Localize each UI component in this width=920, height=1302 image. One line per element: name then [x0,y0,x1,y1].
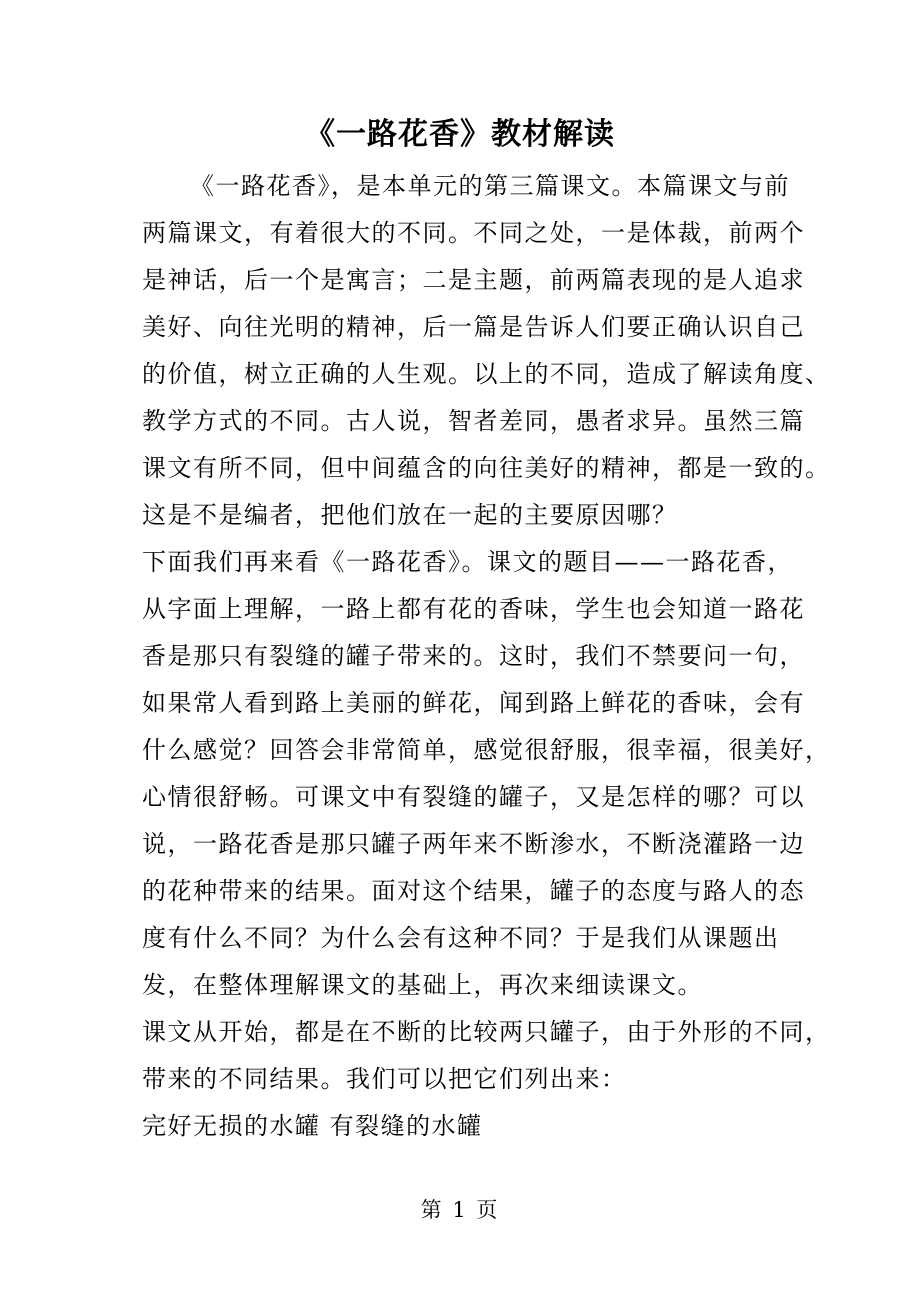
text-line: 课文有所不同，但中间蕴含的向往美好的精神，都是一致的。 [142,454,831,482]
text-line: 教学方式的不同。古人说，智者差同，愚者求异。虽然三篇 [142,407,805,435]
text-line: 带来的不同结果。我们可以把它们列出来： [142,1065,627,1093]
document-title: 《一路花香》教材解读 [305,117,615,152]
text-line: 美好、向往光明的精神，后一篇是告诉人们要正确认识自己 [142,313,805,341]
text-line: 是神话，后一个是寓言；二是主题，前两篇表现的是人追求 [142,266,805,294]
text-line: 课文从开始，都是在不断的比较两只罐子，由于外形的不同， [142,1018,831,1046]
text-line: 说，一路花香是那只罐子两年来不断渗水，不断浇灌路一边 [142,830,805,858]
page-number: 第 1 页 [420,1198,500,1222]
text-line: 如果常人看到路上美丽的鲜花，闻到路上鲜花的香味，会有 [142,689,805,717]
text-line: 什么感觉？回答会非常简单，感觉很舒服，很幸福，很美好， [142,736,831,764]
text-line: 香是那只有裂缝的罐子带来的。这时，我们不禁要问一句， [142,642,805,670]
text-line: 度有什么不同？为什么会有这种不同？于是我们从课题出 [142,924,780,952]
text-line: 完好无损的水罐 有裂缝的水罐 [142,1112,483,1140]
text-line: 从字面上理解，一路上都有花的香味，学生也会知道一路花 [142,595,805,623]
text-line: 这是不是编者，把他们放在一起的主要原因哪？ [142,501,678,529]
text-line: 《一路花香》，是本单元的第三篇课文。本篇课文与前 [190,172,790,200]
text-line: 的花种带来的结果。面对这个结果，罐子的态度与路人的态 [142,877,805,905]
text-line: 下面我们再来看《一路花香》。课文的题目——一路花香， [142,548,793,576]
text-line: 发，在整体理解课文的基础上，再次来细读课文。 [142,971,703,999]
text-line: 两篇课文，有着很大的不同。不同之处，一是体裁，前两个 [142,219,805,247]
text-line: 心情很舒畅。可课文中有裂缝的罐子，又是怎样的哪？可以 [142,783,805,811]
text-line: 的价值，树立正确的人生观。以上的不同，造成了解读角度、 [142,360,831,388]
